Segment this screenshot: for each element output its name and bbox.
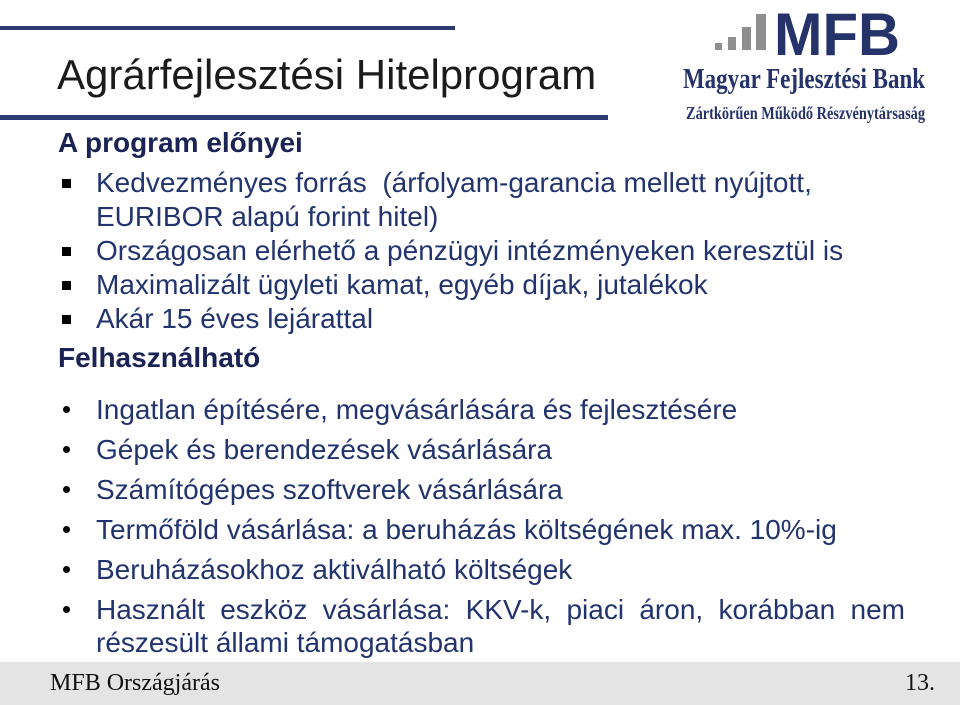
list-item-text: Termőföld vásárlása: a beruházás költségének max. 10%-ig bbox=[96, 514, 837, 545]
top-decorative-rule bbox=[0, 26, 455, 30]
list-item bbox=[58, 166, 900, 234]
advantages-list bbox=[58, 166, 900, 336]
list-item bbox=[58, 302, 900, 336]
usage-list bbox=[58, 393, 905, 659]
list-item-text: Maximalizált ügyleti kamat, egyéb díjak, jutalékok bbox=[96, 269, 708, 300]
list-item bbox=[58, 433, 905, 466]
logo-abbreviation: MFB bbox=[774, 1, 900, 68]
list-item-text: Ingatlan építésére, megvásárlására és fejlesztésére bbox=[96, 394, 738, 425]
list-item-text: Számítógépes szoftverek vásárlására bbox=[96, 474, 563, 505]
dot-bullet-icon bbox=[63, 486, 70, 493]
square-bullet-icon bbox=[62, 247, 71, 256]
slide-title: Agrárfejlesztési Hitelprogram bbox=[57, 51, 597, 98]
list-item bbox=[58, 553, 905, 586]
page-number: 13. bbox=[905, 670, 935, 696]
section-heading-usage: Felhasználható bbox=[58, 342, 261, 373]
square-bullet-icon bbox=[62, 281, 71, 290]
square-bullet-icon bbox=[62, 179, 71, 188]
footer-label: MFB Országjárás bbox=[50, 670, 220, 696]
dot-bullet-icon bbox=[63, 406, 70, 413]
list-item bbox=[58, 393, 905, 426]
list-item-text: Gépek és berendezések vásárlására bbox=[96, 434, 553, 465]
list-item bbox=[58, 268, 900, 302]
logo-company-form: Zártkörűen Működő Részvénytársaság bbox=[686, 103, 925, 123]
list-item-text: Használt eszköz vásárlása: KKV-k, piaci áron, korábban nem részesült állami támogatásban bbox=[96, 594, 905, 658]
dot-bullet-icon bbox=[63, 566, 70, 573]
list-item bbox=[58, 473, 905, 506]
dot-bullet-icon bbox=[63, 446, 70, 453]
list-item-text: Akár 15 éves lejárattal bbox=[96, 303, 374, 334]
mfb-logo bbox=[678, 0, 940, 130]
title-underline-rule bbox=[0, 115, 608, 120]
ascending-bars-icon bbox=[715, 14, 766, 50]
dot-bullet-icon bbox=[63, 606, 70, 613]
list-item bbox=[58, 593, 905, 659]
list-item-text: Kedvezményes forrás (árfolyam-garancia mellett nyújtott, EURIBOR alapú forint hitel) bbox=[96, 167, 820, 232]
square-bullet-icon bbox=[62, 315, 71, 324]
footer-band bbox=[0, 662, 960, 705]
list-item bbox=[58, 234, 900, 268]
list-item-text: Országosan elérhető a pénzügyi intézményeken keresztül is bbox=[96, 235, 844, 266]
section-heading-advantages: A program előnyei bbox=[58, 127, 303, 158]
logo-bank-name: Magyar Fejlesztési Bank bbox=[683, 64, 926, 95]
list-item bbox=[58, 513, 905, 546]
list-item-text: Beruházásokhoz aktiválható költségek bbox=[96, 554, 573, 585]
dot-bullet-icon bbox=[63, 526, 70, 533]
